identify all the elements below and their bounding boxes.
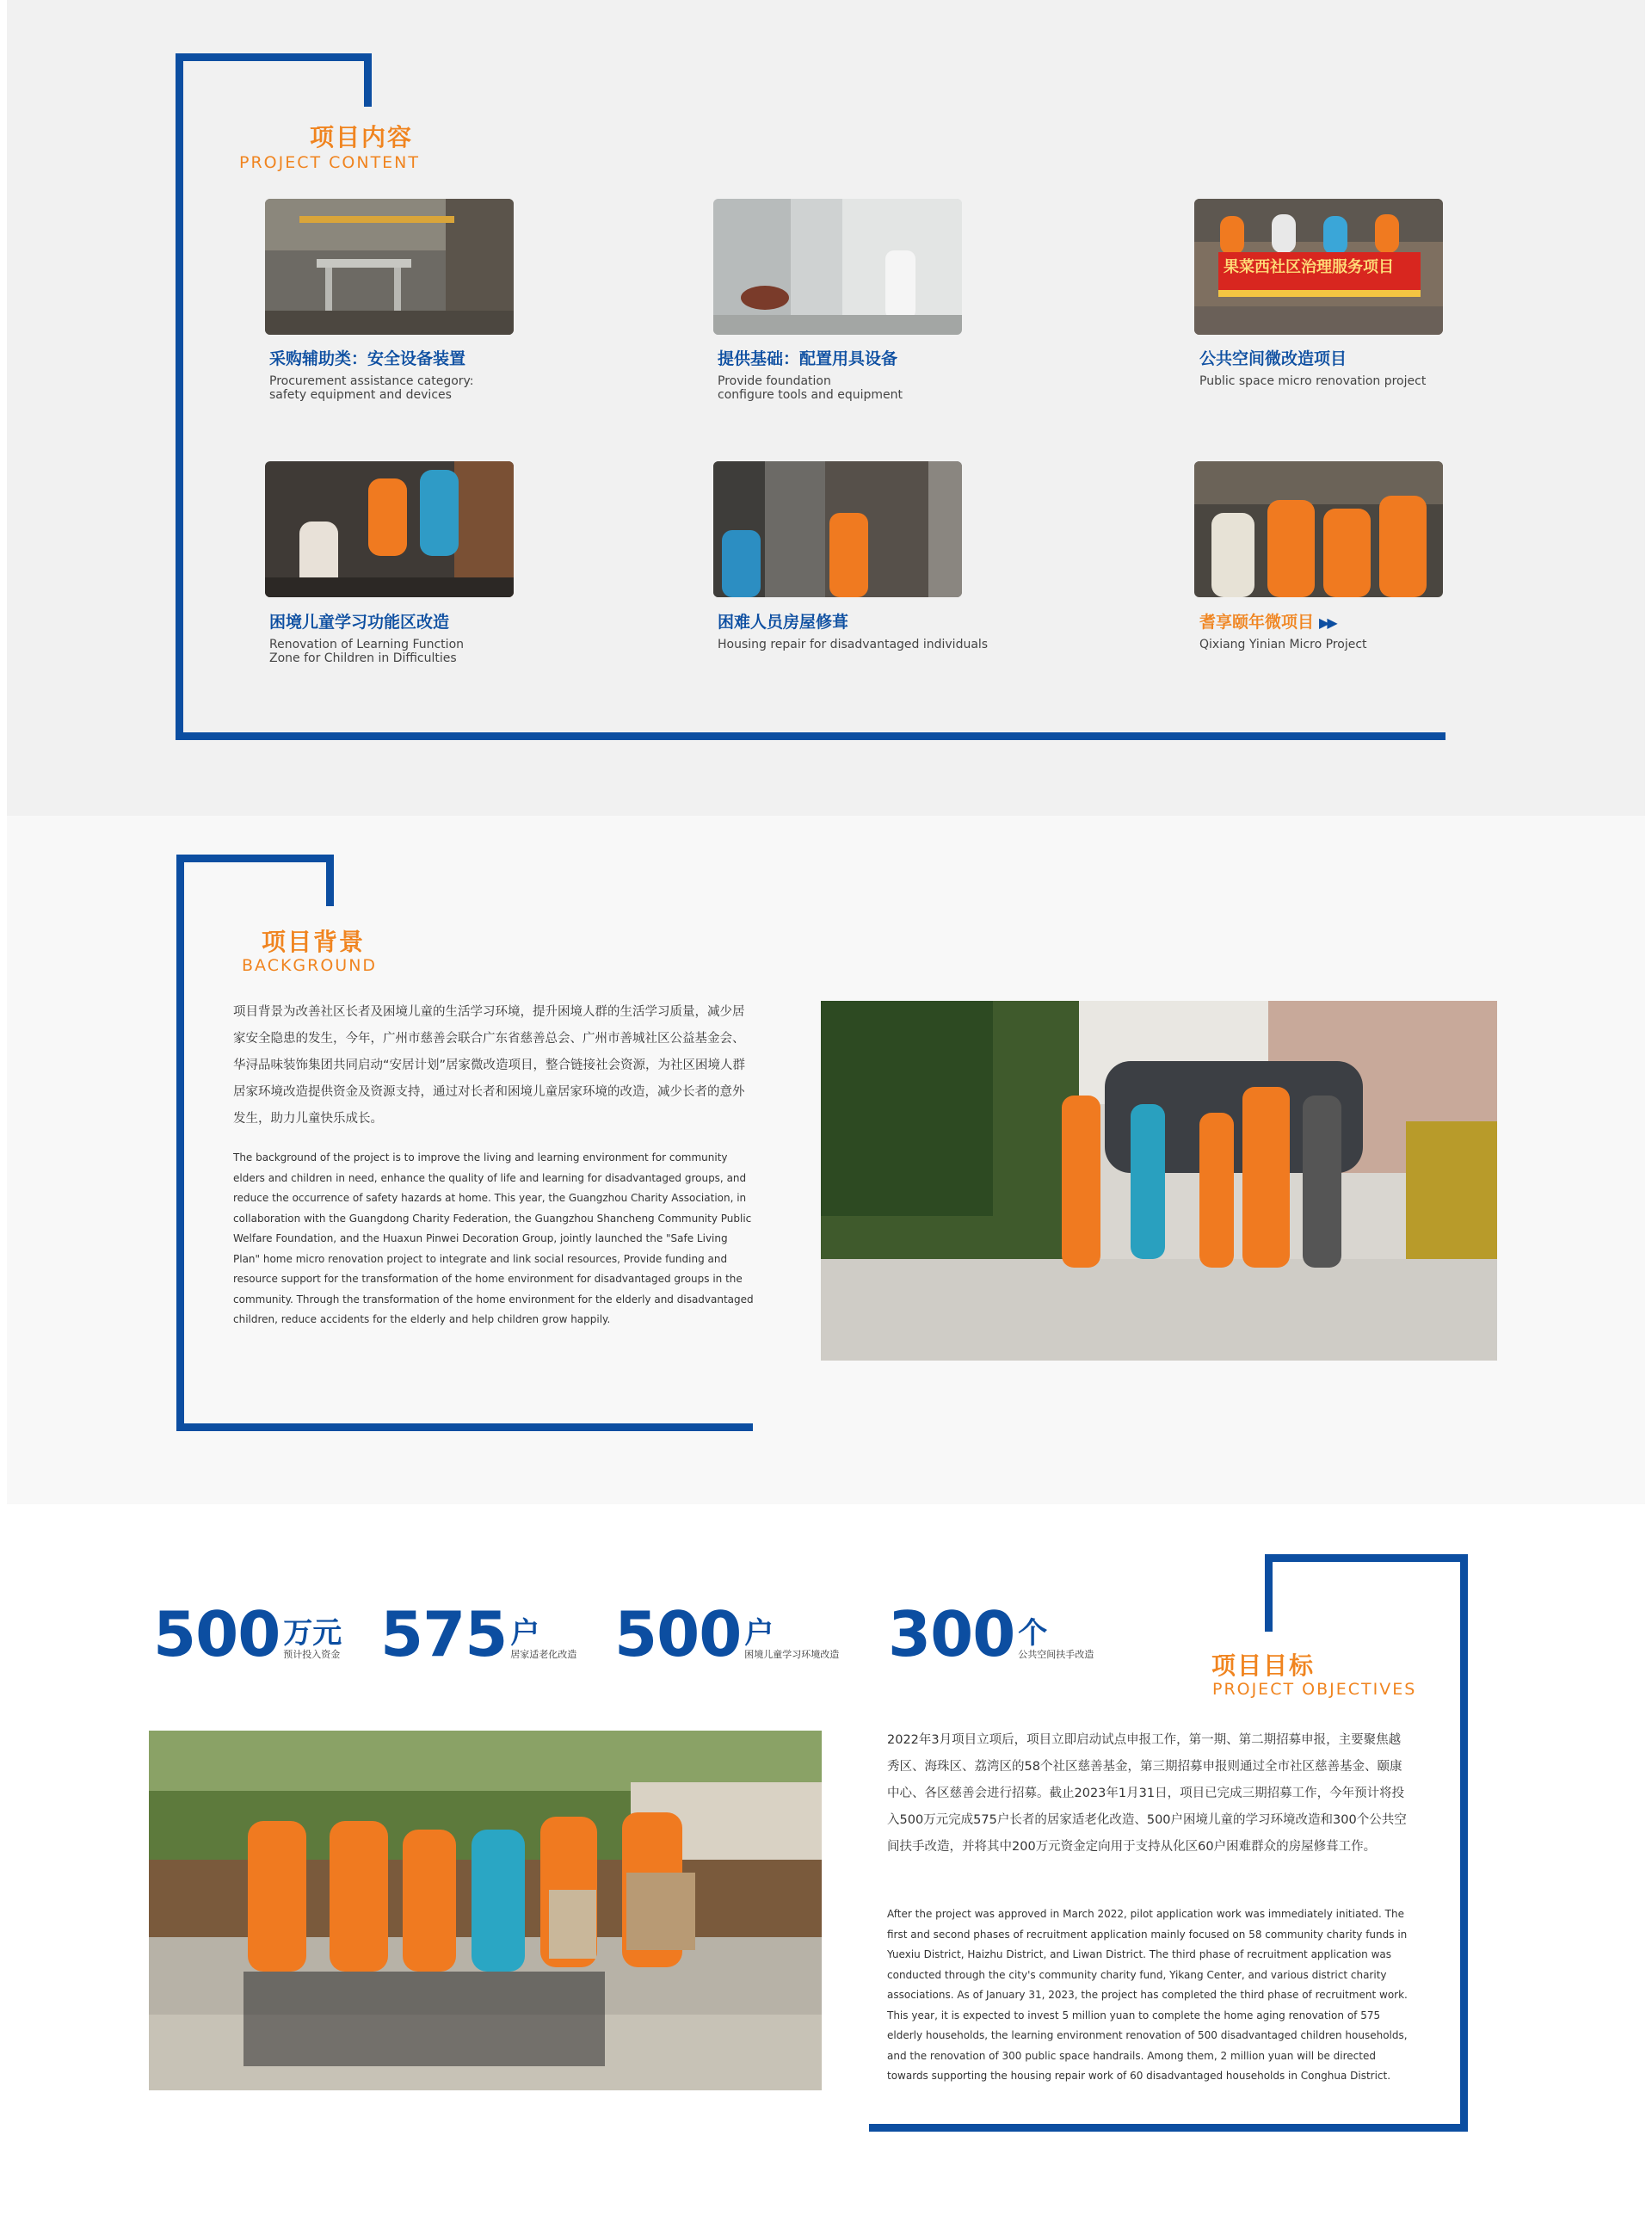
- card-photo-qixiang-yinian[interactable]: [1194, 461, 1443, 597]
- stat-side: [510, 1618, 576, 1663]
- card-title: 采购辅助类：安全设备装置: [269, 349, 466, 368]
- background-text-en: The background of the project is to improve the living and learning environment for community elders and children in need, enhance the quality of life and learning for disadvantaged groups, and reduce the occurrence of safety hazards at home. This year, the Guangzhou Charity Association, in collaboration with the Guangdong Charity Federation, the Guangzhou Shancheng Community Public Welfare Foundation, and the Huaxun Pinwei Decoration Group, jointly launched the "Safe Living Plan" home micro renovation project to integrate and link social resources, Provide funding and resource support for the transformation of the home environment for disadvantaged groups in the community. Through the transformation of the home environment for the elderly and disadvantaged children, reduce accidents for the elderly and help children grow happily.: [233, 1151, 754, 1325]
- section-title: 项目目标: [1211, 1651, 1316, 1680]
- stat-number: 300: [888, 1598, 1015, 1670]
- background-text-cn: 项目背景为改善社区长者及困境儿童的生活学习环境，提升困境人群的生活学习质量，减少居家安全隐患的发生，今年，广州市慈善会联合广东省慈善总会、广州市善城社区公益基金会、华浔品味装饰集团共同启动“安居计划”居家微改造项目，整合链接社会资源，为社区困境人群居家环境改造提供资金及资源支持，通过对长者和困境儿童居家环境的改造，减少长者的意外发生，助力儿童快乐成长。: [233, 1005, 746, 1126]
- stat-number: 500: [614, 1598, 742, 1670]
- frame-line: [176, 53, 183, 740]
- card-photo-learning-zone[interactable]: [265, 461, 514, 597]
- stat-funding: [153, 1598, 342, 1670]
- card-description: Housing repair for disadvantaged individuals: [718, 638, 989, 651]
- card-photo-tools[interactable]: [713, 199, 962, 335]
- card-description: Procurement assistance category: safety equipment and devices: [269, 374, 474, 402]
- project-content-section: [7, 0, 1645, 816]
- stat-number: 575: [380, 1598, 508, 1670]
- frame-line: [176, 53, 372, 61]
- card-photo-safety-equipment[interactable]: [265, 199, 514, 335]
- background-photo[interactable]: [821, 1001, 1497, 1361]
- stat-number: 500: [153, 1598, 280, 1670]
- stat-children-homes: [614, 1598, 840, 1670]
- card-title: 困境儿童学习功能区改造: [269, 613, 450, 632]
- stat-unit: 万元: [283, 1616, 342, 1651]
- frame-line: [869, 2124, 1468, 2132]
- stat-side: [1018, 1618, 1094, 1663]
- section-title: 项目内容: [310, 123, 414, 151]
- card-title-link[interactable]: [1199, 609, 1335, 633]
- section-subtitle: PROJECT OBJECTIVES: [1212, 1680, 1417, 1699]
- frame-line: [1460, 1554, 1468, 2132]
- frame-line: [176, 1423, 753, 1431]
- section-subtitle: BACKGROUND: [242, 956, 378, 975]
- stat-label: 公共空间扶手改造: [1018, 1649, 1094, 1660]
- section-subtitle: PROJECT CONTENT: [239, 153, 420, 172]
- objectives-text-en: After the project was approved in March 2022, pilot application work was immediately initiated. The first and second phases of recruitment application mainly focused on 58 community charity funds in Yuexiu District, Haizhu District, and Liwan District. The third phase of recruitment application was conducted through the city's community charity fund, Yikang Center, and various district charity associations. As of January 31, 2023, the project has completed the third phase of recruitment work. This year, it is expected to invest 5 million yuan to complete the home aging renovation of 575 elderly households, the learning environment renovation of 500 disadvantaged children households, and the renovation of 300 public space handrails. Among them, 2 million yuan will be directed towards supporting the housing repair work of 60 disadvantaged households in Conghua District.: [887, 1908, 1408, 2082]
- frame-line: [176, 855, 334, 862]
- stat-label: 居家适老化改造: [510, 1649, 577, 1660]
- objectives-text-cn: 2022年3月项目立项后，项目立即启动试点申报工作，第一期、第二期招募申报，主要聚焦越秀区、海珠区、荔湾区的58个社区慈善基金，第三期招募申报则通过全市社区慈善基金、颐康中心、各区慈善会进行招募。截止2023年1月31日，项目已完成三期招募工作，今年预计将投入500万元完成575户长者的居家适老化改造、500户困境儿童的学习环境改造和300个公共空间扶手改造，并将其中200万元资金定向用于支持从化区60户困难群众的房屋修葺工作。: [887, 1733, 1407, 1854]
- frame-line: [176, 732, 1446, 740]
- stat-unit: 户: [510, 1616, 540, 1651]
- stat-handrails: [888, 1598, 1094, 1670]
- section-title: 项目背景: [262, 928, 366, 956]
- card-description: Qixiang Yinian Micro Project: [1199, 638, 1367, 651]
- card-description: Renovation of Learning Function Zone for Children in Difficulties: [269, 638, 465, 665]
- card-title: 公共空间微改造项目: [1199, 349, 1347, 368]
- banner-text: 果菜西社区治理服务项目: [1224, 258, 1394, 276]
- stat-label: 预计投入资金: [283, 1649, 341, 1660]
- frame-line: [1265, 1554, 1273, 1632]
- card-description: Public space micro renovation project: [1199, 374, 1427, 388]
- card-title: 提供基础：配置用具设备: [718, 349, 898, 368]
- card-photo-housing-repair[interactable]: [713, 461, 962, 597]
- stat-side: [744, 1618, 839, 1663]
- card-title[interactable]: 耆享颐年微项目: [1199, 613, 1315, 632]
- team-photo[interactable]: [149, 1731, 822, 2090]
- stat-label: 困境儿童学习环境改造: [744, 1649, 840, 1660]
- stat-elderly-homes: [380, 1598, 577, 1670]
- frame-line: [326, 855, 334, 906]
- frame-line: [1265, 1554, 1468, 1562]
- frame-line: [364, 53, 372, 107]
- stat-side: [283, 1618, 342, 1663]
- frame-line: [176, 855, 184, 1431]
- double-arrow-icon[interactable]: ▶▶: [1319, 614, 1335, 631]
- card-description: Provide foundation configure tools and equipment: [718, 374, 903, 402]
- stat-unit: 个: [1018, 1616, 1048, 1651]
- stat-unit: 户: [744, 1616, 774, 1651]
- card-title: 困难人员房屋修葺: [718, 613, 849, 632]
